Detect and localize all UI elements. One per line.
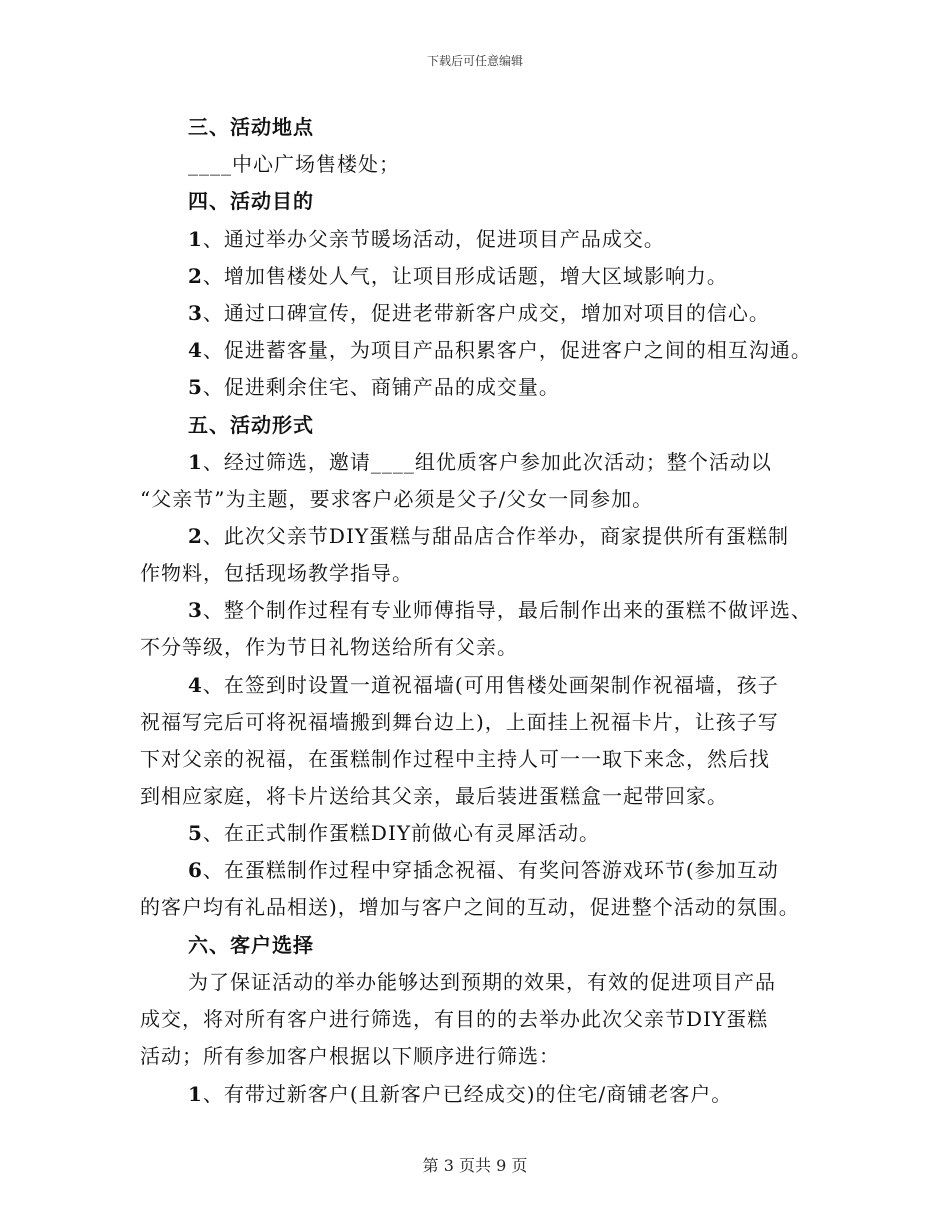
list-item <box>188 819 600 847</box>
list-item-number: 1 <box>188 1082 203 1106</box>
line-text: 、经过筛选，邀请____组优质客户参加此次活动；整个活动以 <box>202 450 772 474</box>
line-text: 、促进剩余住宅、商铺产品的成交量。 <box>202 375 560 399</box>
line-text: 四、活动目的 <box>188 189 314 213</box>
paragraph-line <box>140 708 779 736</box>
list-item <box>188 1080 732 1108</box>
line-text: 五、活动形式 <box>188 413 314 437</box>
line-text: 、在签到时设置一道祝福墙(可用售楼处画架制作祝福墙，孩子 <box>202 673 779 697</box>
line-text: 、在正式制作蛋糕DIY前做心有灵犀活动。 <box>202 821 601 845</box>
list-item <box>188 522 789 550</box>
list-item <box>188 856 779 884</box>
line-text: 、促进蓄客量，为项目产品积累客户，促进客户之间的相互沟通。 <box>202 338 812 362</box>
list-item <box>188 448 772 476</box>
line-text: 下对父亲的祝福，在蛋糕制作过程中主持人可一一取下来念，然后找 <box>140 747 770 771</box>
line-text: 活动；所有参加客户根据以下顺序进行筛选： <box>140 1044 560 1068</box>
list-item-number: 5 <box>188 821 203 845</box>
line-text: 成交，将对所有客户进行筛选，有目的的去举办此次父亲节DIY蛋糕 <box>140 1007 769 1031</box>
paragraph-line <box>188 150 400 178</box>
page-footer: 第 3 页共 9 页 <box>422 1156 528 1175</box>
section-heading <box>188 187 314 215</box>
list-item-number: 1 <box>188 227 203 251</box>
list-item-number: 4 <box>188 673 203 697</box>
list-item <box>188 596 812 624</box>
line-text: 不分等级，作为节日礼物送给所有父亲。 <box>140 635 518 659</box>
line-text: 三、活动地点 <box>188 115 314 139</box>
list-item <box>188 336 812 364</box>
line-text: 祝福写完后可将祝福墙搬到舞台边上)，上面挂上祝福卡片，让孩子写 <box>140 710 779 734</box>
list-item-number: 3 <box>188 301 203 325</box>
list-item <box>188 262 728 290</box>
paragraph-line <box>140 893 800 921</box>
section-heading <box>188 931 314 959</box>
paragraph-line <box>140 745 770 773</box>
line-text: 到相应家庭，将卡片送给其父亲，最后装进蛋糕盒一起带回家。 <box>140 784 728 808</box>
line-text: 、在蛋糕制作过程中穿插念祝福、有奖问答游戏环节(参加互动 <box>202 858 779 882</box>
paragraph-line <box>140 485 653 513</box>
line-text: “父亲节”为主题，要求客户必须是父子/父女一同参加。 <box>140 487 654 511</box>
list-item-number: 1 <box>188 450 203 474</box>
list-item-number: 4 <box>188 338 203 362</box>
line-text: 、增加售楼处人气，让项目形成话题，增大区域影响力。 <box>202 264 728 288</box>
line-text: 作物料，包括现场教学指导。 <box>140 561 413 585</box>
header-note: 下载后可任意编辑 <box>426 54 523 68</box>
paragraph-line <box>140 1005 768 1033</box>
list-item-number: 5 <box>188 375 203 399</box>
line-text: 六、客户选择 <box>188 933 314 957</box>
list-item <box>188 373 560 401</box>
list-item-number: 6 <box>188 858 203 882</box>
line-text: 为了保证活动的举办能够达到预期的效果，有效的促进项目产品 <box>188 970 776 994</box>
list-item <box>188 299 770 327</box>
paragraph-line <box>140 559 413 587</box>
list-item <box>188 671 779 699</box>
line-text: ____中心广场售楼处； <box>188 152 400 176</box>
line-text: 、通过举办父亲节暖场活动，促进项目产品成交。 <box>202 227 665 251</box>
list-item-number: 2 <box>188 264 203 288</box>
line-text: 、整个制作过程有专业师傅指导，最后制作出来的蛋糕不做评选、 <box>202 598 812 622</box>
paragraph-line <box>140 633 518 661</box>
line-text: 的客户均有礼品相送)，增加与客户之间的互动，促进整个活动的氛围。 <box>140 895 800 919</box>
list-item <box>188 225 665 253</box>
paragraph-line <box>140 1042 560 1070</box>
section-heading <box>188 411 314 439</box>
line-text: 、此次父亲节DIY蛋糕与甜品店合作举办，商家提供所有蛋糕制 <box>202 524 790 548</box>
line-text: 、通过口碑宣传，促进老带新客户成交，增加对项目的信心。 <box>202 301 770 325</box>
list-item-number: 3 <box>188 598 203 622</box>
line-text: 、有带过新客户(且新客户已经成交)的住宅/商铺老客户。 <box>202 1082 733 1106</box>
section-heading <box>188 113 314 141</box>
list-item-number: 2 <box>188 524 203 548</box>
paragraph-line <box>140 782 728 810</box>
paragraph-line <box>188 968 776 996</box>
